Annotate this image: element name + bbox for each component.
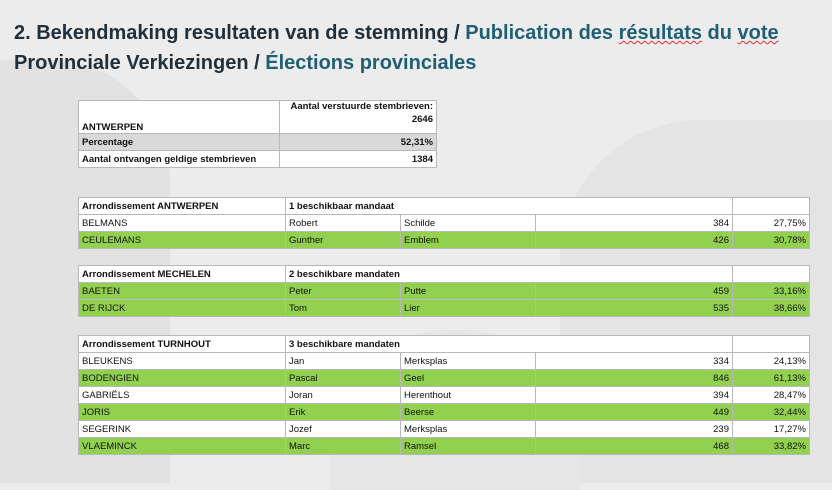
candidate-percentage: 33,82% — [733, 438, 810, 455]
candidate-first-name: Joran — [286, 387, 401, 404]
empty-header-cell — [733, 336, 810, 353]
page-title-line-2: Provinciale Verkiezingen / Élections provinciales — [14, 52, 477, 74]
candidate-row — [79, 283, 810, 300]
candidate-votes: 426 — [536, 232, 733, 249]
candidate-percentage: 24,13% — [733, 353, 810, 370]
arrondissement-table — [78, 265, 810, 317]
candidate-last-name: CEULEMANS — [79, 232, 286, 249]
arrondissement-table — [78, 335, 810, 455]
candidate-row — [79, 215, 810, 232]
arrondissement-name: Arrondissement MECHELEN — [79, 266, 286, 283]
candidate-votes: 394 — [536, 387, 733, 404]
candidate-town: Schilde — [401, 215, 536, 232]
candidate-percentage: 27,75% — [733, 215, 810, 232]
valid-ballots-label: Aantal ontvangen geldige stembrieven — [79, 151, 280, 168]
candidate-votes: 239 — [536, 421, 733, 438]
candidate-last-name: GABRIËLS — [79, 387, 286, 404]
candidate-first-name: Tom — [286, 300, 401, 317]
empty-header-cell — [733, 266, 810, 283]
candidate-last-name: SEGERINK — [79, 421, 286, 438]
candidate-town: Putte — [401, 283, 536, 300]
page-title-line-1: 2. Bekendmaking resultaten van de stemming / Publication des résultats du vote — [14, 22, 779, 44]
province-name: ANTWERPEN — [79, 101, 280, 134]
candidate-town: Beerse — [401, 404, 536, 421]
candidate-town: Merksplas — [401, 421, 536, 438]
candidate-town: Merksplas — [401, 353, 536, 370]
arrondissement-table — [78, 197, 810, 249]
candidate-row — [79, 232, 810, 249]
sent-ballots-value: 2646 — [411, 114, 433, 125]
candidate-percentage: 38,66% — [733, 300, 810, 317]
candidate-percentage: 32,44% — [733, 404, 810, 421]
candidate-votes: 384 — [536, 215, 733, 232]
mandates-available: 1 beschikbaar mandaat — [286, 198, 733, 215]
empty-header-cell — [733, 198, 810, 215]
candidate-votes: 468 — [536, 438, 733, 455]
candidate-first-name: Pascal — [286, 370, 401, 387]
candidate-row — [79, 300, 810, 317]
candidate-first-name: Marc — [286, 438, 401, 455]
arrondissement-header-row — [79, 266, 810, 283]
candidate-first-name: Robert — [286, 215, 401, 232]
candidate-last-name: BELMANS — [79, 215, 286, 232]
candidate-town: Herenthout — [401, 387, 536, 404]
candidate-votes: 459 — [536, 283, 733, 300]
percentage-label: Percentage — [79, 134, 280, 151]
mandates-available: 3 beschikbare mandaten — [286, 336, 733, 353]
candidate-votes: 334 — [536, 353, 733, 370]
candidate-last-name: BLEUKENS — [79, 353, 286, 370]
percentage-value: 52,31% — [280, 134, 437, 151]
candidate-last-name: DE RIJCK — [79, 300, 286, 317]
candidate-percentage: 28,47% — [733, 387, 810, 404]
candidate-votes: 846 — [536, 370, 733, 387]
candidate-town: Emblem — [401, 232, 536, 249]
candidate-row — [79, 404, 810, 421]
candidate-row — [79, 438, 810, 455]
candidate-last-name: JORIS — [79, 404, 286, 421]
summary-table — [78, 100, 437, 168]
sent-ballots-cell — [280, 101, 437, 134]
arrondissement-header-row — [79, 336, 810, 353]
candidate-first-name: Erik — [286, 404, 401, 421]
candidate-first-name: Peter — [286, 283, 401, 300]
candidate-votes: 535 — [536, 300, 733, 317]
candidate-row — [79, 421, 810, 438]
arrondissement-name: Arrondissement TURNHOUT — [79, 336, 286, 353]
candidate-percentage: 61,13% — [733, 370, 810, 387]
candidate-percentage: 17,27% — [733, 421, 810, 438]
candidate-percentage: 33,16% — [733, 283, 810, 300]
sent-ballots-label: Aantal verstuurde stembrieven: — [290, 101, 433, 112]
candidate-first-name: Gunther — [286, 232, 401, 249]
candidate-first-name: Jozef — [286, 421, 401, 438]
candidate-town: Ramsel — [401, 438, 536, 455]
candidate-row — [79, 387, 810, 404]
valid-ballots-value: 1384 — [280, 151, 437, 168]
candidate-row — [79, 353, 810, 370]
candidate-percentage: 30,78% — [733, 232, 810, 249]
candidate-last-name: VLAEMINCK — [79, 438, 286, 455]
candidate-last-name: BAETEN — [79, 283, 286, 300]
mandates-available: 2 beschikbare mandaten — [286, 266, 733, 283]
candidate-row — [79, 370, 810, 387]
candidate-town: Geel — [401, 370, 536, 387]
arrondissement-name: Arrondissement ANTWERPEN — [79, 198, 286, 215]
candidate-first-name: Jan — [286, 353, 401, 370]
arrondissement-header-row — [79, 198, 810, 215]
candidate-votes: 449 — [536, 404, 733, 421]
candidate-town: Lier — [401, 300, 536, 317]
candidate-last-name: BODENGIEN — [79, 370, 286, 387]
